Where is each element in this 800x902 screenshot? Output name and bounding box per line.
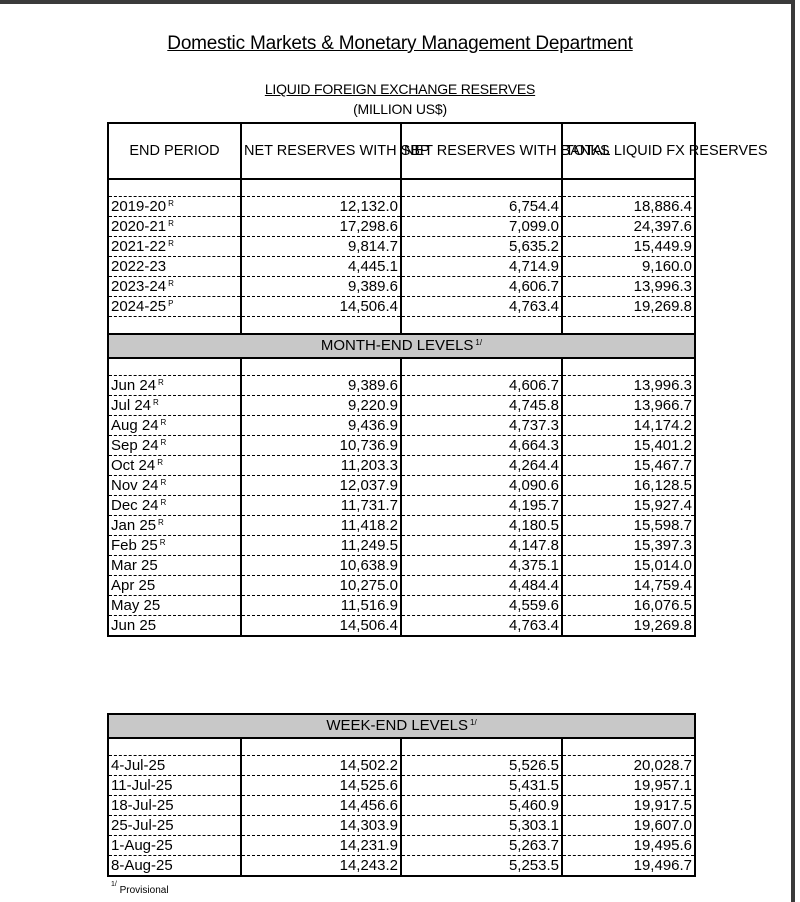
banks-value: 5,431.5 — [401, 776, 562, 796]
sbp-value: 12,132.0 — [241, 197, 401, 217]
banks-value: 4,375.1 — [401, 556, 562, 576]
banks-value: 4,264.4 — [401, 456, 562, 476]
banks-value: 4,606.7 — [401, 376, 562, 396]
total-value: 15,014.0 — [562, 556, 695, 576]
sbp-value: 11,203.3 — [241, 456, 401, 476]
viewer-right-border — [791, 0, 795, 902]
banks-value: 4,180.5 — [401, 516, 562, 536]
report-units: (MILLION US$) — [353, 101, 447, 117]
table-row — [108, 836, 695, 856]
period-cell: 2019-20 $^R$ — [108, 197, 241, 217]
footnote-ref: 1/ — [470, 718, 477, 727]
total-value: 15,598.7 — [562, 516, 695, 536]
banks-value: 4,484.4 — [401, 576, 562, 596]
banks-value: 5,263.7 — [401, 836, 562, 856]
total-value: 19,496.7 — [562, 856, 695, 877]
table-row — [108, 776, 695, 796]
revision-mark: R — [160, 438, 167, 447]
banks-value: 5,253.5 — [401, 856, 562, 877]
table-row — [108, 536, 695, 556]
week-end-band — [108, 714, 695, 738]
revision-mark: R — [158, 518, 164, 527]
period-cell: 2023-24 $^R$ — [108, 277, 241, 297]
annual-section — [108, 197, 695, 317]
sbp-value: 11,731.7 — [241, 496, 401, 516]
table-row — [108, 237, 695, 257]
revision-mark: R — [157, 458, 163, 467]
revision-mark: R — [160, 418, 167, 427]
total-value: 15,401.2 — [562, 436, 695, 456]
table-row — [108, 277, 695, 297]
total-value: 19,495.6 — [562, 836, 695, 856]
total-value: 19,607.0 — [562, 816, 695, 836]
total-value: 9,160.0 — [562, 257, 695, 277]
total-value: 15,397.3 — [562, 536, 695, 556]
month-end-section — [108, 376, 695, 637]
total-value: 13,966.7 — [562, 396, 695, 416]
table-row — [108, 456, 695, 476]
total-value: 14,174.2 — [562, 416, 695, 436]
footnote-text: Provisional — [119, 885, 169, 896]
sbp-value: 11,418.2 — [241, 516, 401, 536]
sbp-value: 14,506.4 — [241, 616, 401, 637]
header-total-liquid-reserves: TOTAL LIQUID FX RESERVES — [562, 123, 695, 179]
footnote-mark: 1/ — [111, 881, 117, 888]
footnote — [109, 881, 169, 896]
header-net-reserves-sbp: NET RESERVES WITH SBP — [241, 123, 401, 179]
sbp-value: 10,638.9 — [241, 556, 401, 576]
banks-value: 4,714.9 — [401, 257, 562, 277]
period-cell: 2020-21 $^R$ — [108, 217, 241, 237]
revision-mark: R — [168, 219, 174, 228]
period-cell: 8-Aug-25 — [108, 856, 241, 877]
table-header-row — [108, 123, 695, 179]
revision-mark: R — [153, 398, 159, 407]
total-value: 19,269.8 — [562, 297, 695, 317]
banks-value: 4,745.8 — [401, 396, 562, 416]
total-value: 13,996.3 — [562, 277, 695, 297]
viewer-top-border — [0, 0, 795, 4]
table-row — [108, 556, 695, 576]
sbp-value: 11,249.5 — [241, 536, 401, 556]
banks-value: 4,090.6 — [401, 476, 562, 496]
banks-value: 5,635.2 — [401, 237, 562, 257]
period-cell: Nov 24 $^R$ — [108, 476, 241, 496]
total-value: 16,128.5 — [562, 476, 695, 496]
total-value: 19,917.5 — [562, 796, 695, 816]
sbp-value: 10,275.0 — [241, 576, 401, 596]
spacer-row — [108, 738, 695, 756]
footnote-ref: 1/ — [475, 338, 483, 347]
sbp-value: 4,445.1 — [241, 257, 401, 277]
table-row — [108, 516, 695, 536]
period-cell: 25-Jul-25 — [108, 816, 241, 836]
sbp-value: 14,231.9 — [241, 836, 401, 856]
banks-value: 4,737.3 — [401, 416, 562, 436]
table-row — [108, 436, 695, 456]
revision-mark: R — [159, 538, 166, 547]
total-value: 15,467.7 — [562, 456, 695, 476]
header-end-period: END PERIOD — [108, 123, 241, 179]
table-row — [108, 816, 695, 836]
total-value: 18,886.4 — [562, 197, 695, 217]
department-heading: Domestic Markets & Monetary Management Department — [167, 33, 633, 54]
banks-value: 4,664.3 — [401, 436, 562, 456]
period-cell: Sep 24 $^R$ — [108, 436, 241, 456]
period-cell: Jun 25 — [108, 616, 241, 637]
total-value: 20,028.7 — [562, 756, 695, 776]
revision-mark: R — [168, 279, 174, 288]
revision-mark: R — [168, 199, 174, 208]
sbp-value: 9,389.6 — [241, 277, 401, 297]
table-row — [108, 856, 695, 877]
period-cell: 1-Aug-25 — [108, 836, 241, 856]
banks-value: 4,763.4 — [401, 616, 562, 637]
total-value: 13,996.3 — [562, 376, 695, 396]
table-row — [108, 376, 695, 396]
period-cell: May 25 — [108, 596, 241, 616]
sbp-value: 14,456.6 — [241, 796, 401, 816]
banks-value: 5,526.5 — [401, 756, 562, 776]
sbp-value: 17,298.6 — [241, 217, 401, 237]
banks-value: 4,763.4 — [401, 297, 562, 317]
sbp-value: 9,389.6 — [241, 376, 401, 396]
period-cell: 2022-23 — [108, 257, 241, 277]
banks-value: 5,303.1 — [401, 816, 562, 836]
sbp-value: 9,220.9 — [241, 396, 401, 416]
period-cell: 4-Jul-25 — [108, 756, 241, 776]
banks-value: 5,460.9 — [401, 796, 562, 816]
spacer-row — [108, 358, 695, 376]
period-cell: 2021-22 $^R$ — [108, 237, 241, 257]
sbp-value: 14,502.2 — [241, 756, 401, 776]
period-cell: Jan 25 $^R$ — [108, 516, 241, 536]
table-row — [108, 257, 695, 277]
revision-mark: P — [168, 299, 174, 308]
sbp-value: 12,037.9 — [241, 476, 401, 496]
period-cell: 11-Jul-25 — [108, 776, 241, 796]
table-row — [108, 796, 695, 816]
table-row — [108, 476, 695, 496]
sbp-value: 9,814.7 — [241, 237, 401, 257]
banks-value: 6,754.4 — [401, 197, 562, 217]
revision-mark: R — [168, 239, 174, 248]
table-row — [108, 596, 695, 616]
sbp-value: 10,736.9 — [241, 436, 401, 456]
month-end-label: MONTH-END LEVELS — [320, 337, 474, 354]
total-value: 14,759.4 — [562, 576, 695, 596]
table-row — [108, 217, 695, 237]
table-row — [108, 496, 695, 516]
total-value: 16,076.5 — [562, 596, 695, 616]
period-cell: Aug 24 $^R$ — [108, 416, 241, 436]
table-row — [108, 616, 695, 637]
period-cell: Mar 25 — [108, 556, 241, 576]
table-row — [108, 756, 695, 776]
total-value: 15,449.9 — [562, 237, 695, 257]
period-cell: Feb 25 $^R$ — [108, 536, 241, 556]
header-net-reserves-banks: NET RESERVES WITH BANKS — [401, 123, 562, 179]
sbp-value: 11,516.9 — [241, 596, 401, 616]
period-cell: Apr 25 — [108, 576, 241, 596]
period-cell: Jun 24 $^R$ — [108, 376, 241, 396]
table-row — [108, 576, 695, 596]
period-cell: Dec 24 $^R$ — [108, 496, 241, 516]
sbp-value: 9,436.9 — [241, 416, 401, 436]
report-title: LIQUID FOREIGN EXCHANGE RESERVES — [264, 81, 536, 97]
banks-value: 4,559.6 — [401, 596, 562, 616]
revision-mark: R — [158, 378, 164, 387]
period-cell: 2024-25 $^P$ — [108, 297, 241, 317]
week-end-table — [107, 713, 696, 877]
banks-value: 4,147.8 — [401, 536, 562, 556]
week-end-section — [108, 756, 695, 877]
banks-value: 4,195.7 — [401, 496, 562, 516]
table-row — [108, 396, 695, 416]
banks-value: 7,099.0 — [401, 217, 562, 237]
sbp-value: 14,243.2 — [241, 856, 401, 877]
month-end-band — [108, 334, 695, 358]
total-value: 15,927.4 — [562, 496, 695, 516]
table-row — [108, 416, 695, 436]
spacer-row — [108, 317, 695, 335]
banks-value: 4,606.7 — [401, 277, 562, 297]
week-end-label: WEEK-END LEVELS — [326, 717, 469, 734]
total-value: 24,397.6 — [562, 217, 695, 237]
revision-mark: R — [160, 478, 167, 487]
period-cell: Jul 24 $^R$ — [108, 396, 241, 416]
sbp-value: 14,303.9 — [241, 816, 401, 836]
table-row — [108, 197, 695, 217]
period-cell: Oct 24 $^R$ — [108, 456, 241, 476]
table-row — [108, 297, 695, 317]
period-cell: 18-Jul-25 — [108, 796, 241, 816]
spacer-row — [108, 179, 695, 197]
total-value: 19,269.8 — [562, 616, 695, 637]
sbp-value: 14,525.6 — [241, 776, 401, 796]
reserves-table — [107, 122, 768, 637]
revision-mark: R — [160, 498, 167, 507]
total-value: 19,957.1 — [562, 776, 695, 796]
sbp-value: 14,506.4 — [241, 297, 401, 317]
